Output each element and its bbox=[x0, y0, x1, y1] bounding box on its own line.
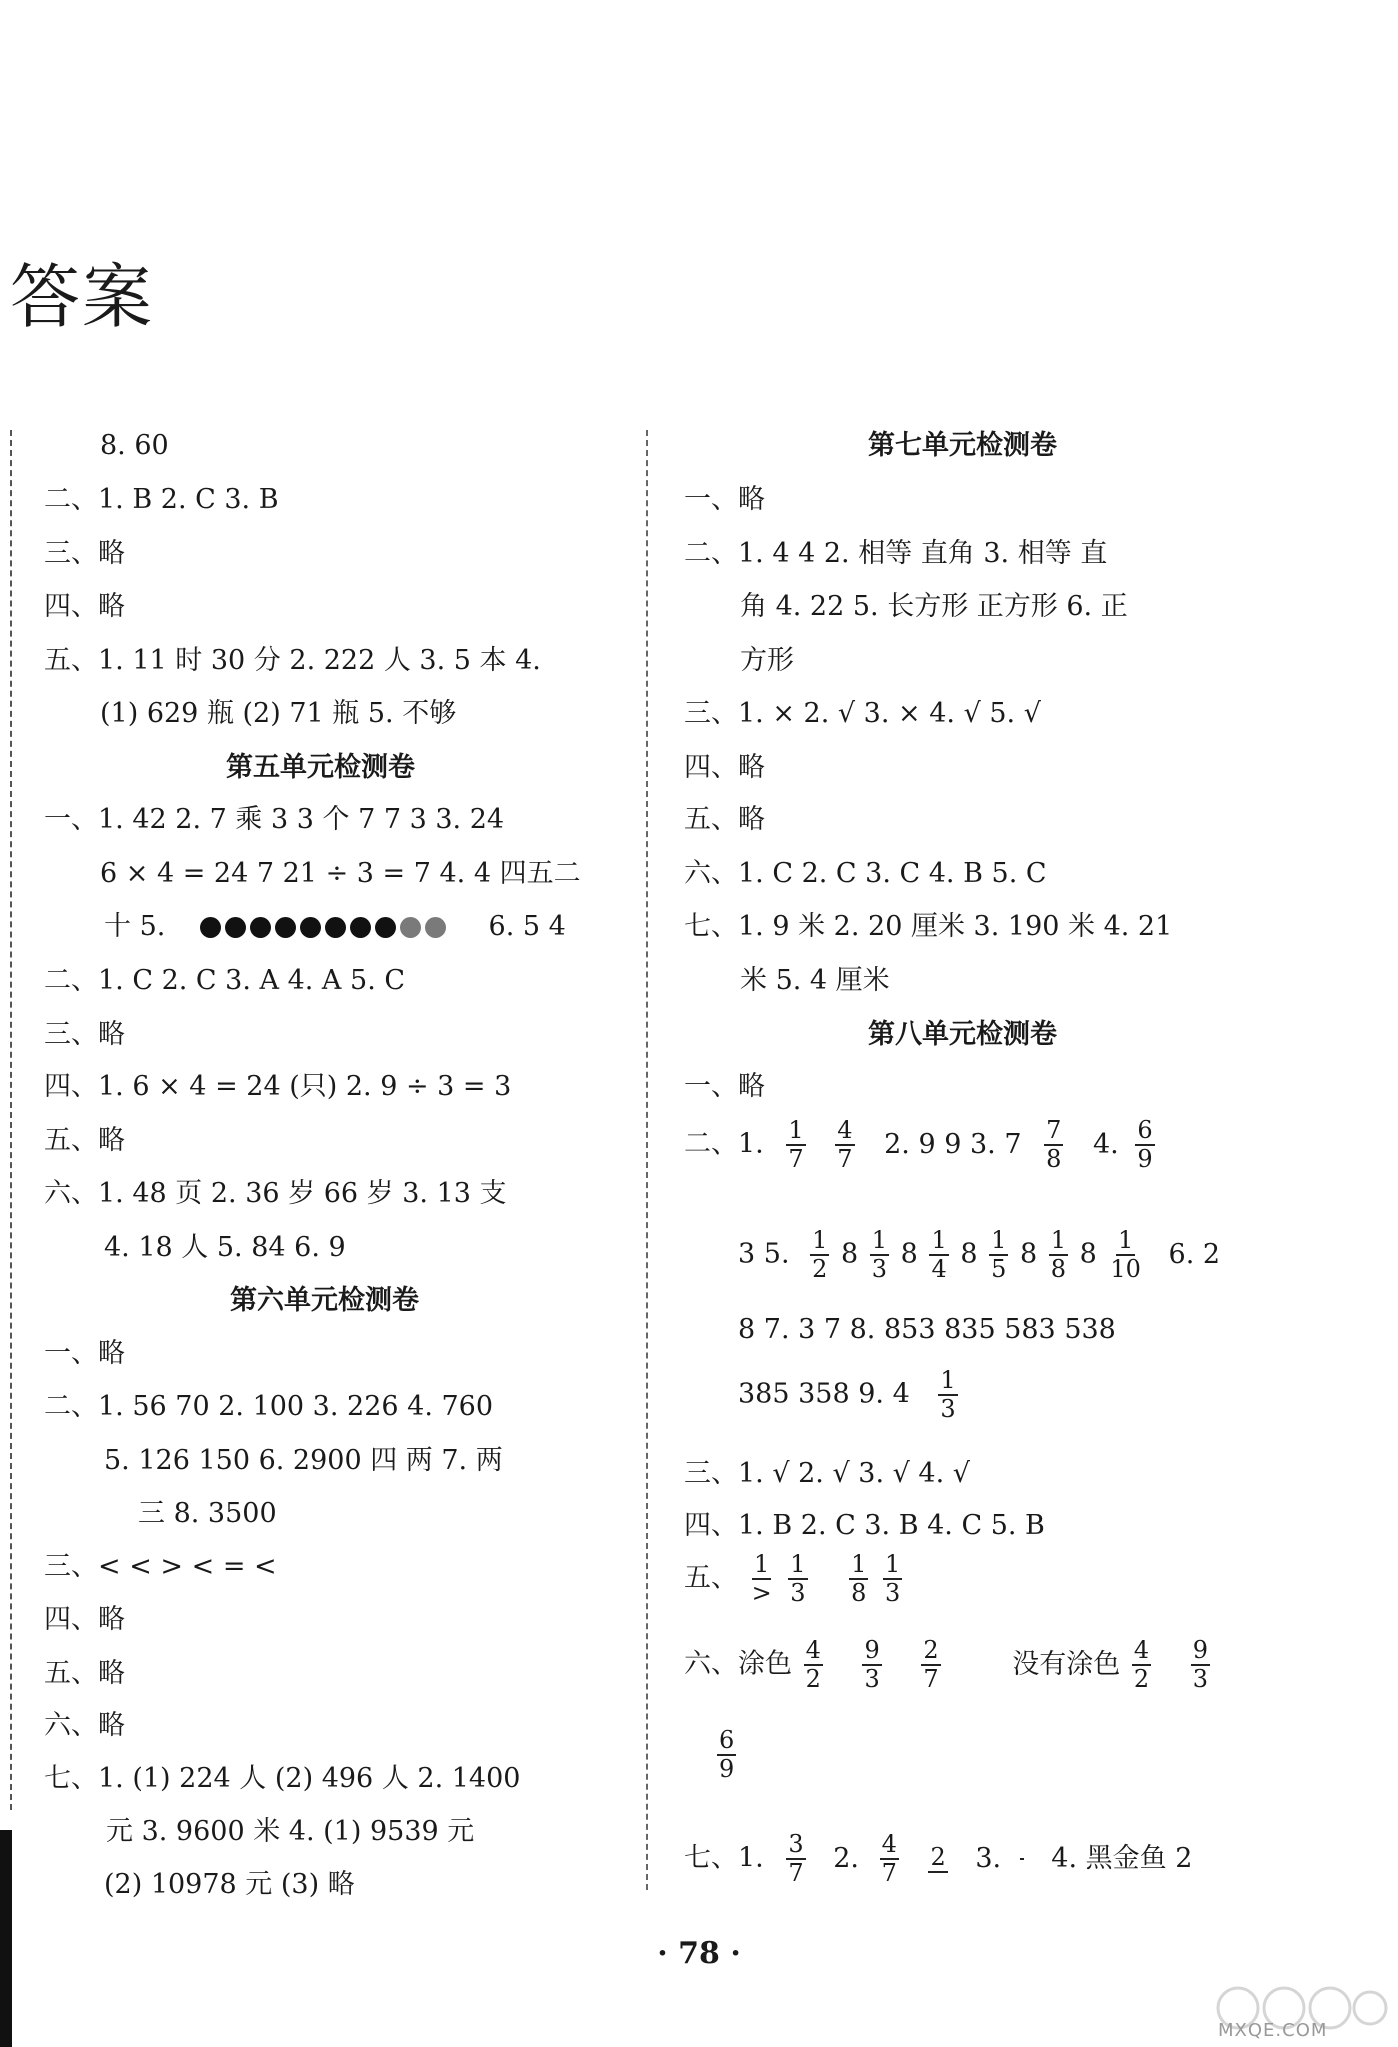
answer-line: 角 4. 22 5. 长方形 正方形 6. 正 bbox=[740, 591, 1128, 622]
answer-line: 8. 60 bbox=[100, 430, 169, 461]
comparison-sign: 8 bbox=[1079, 1238, 1097, 1270]
fraction: $\frac{1}{3}$ bbox=[790, 1550, 806, 1608]
answer-line: 六、略 bbox=[44, 1710, 125, 1741]
watermark-text: MXQE.COM bbox=[1218, 2020, 1328, 2041]
answer-text: 十 5. bbox=[104, 911, 166, 942]
answer-line: 三、1. × 2. √ 3. × 4. √ 5. √ bbox=[684, 698, 1041, 729]
dots-icon bbox=[200, 913, 450, 940]
fraction: $\frac{4}{2}$ bbox=[1133, 1636, 1150, 1694]
filled-dot-icon bbox=[225, 917, 246, 938]
answer-line bbox=[684, 1832, 1192, 1886]
answer-line: 8 7. 3 7 8. 853 835 583 538 bbox=[738, 1314, 1116, 1345]
fraction: $\frac{1}{4}$ bbox=[931, 1226, 947, 1284]
answer-text: 2. 9 9 3. 7 bbox=[884, 1128, 1022, 1160]
page-number: · 78 · bbox=[657, 1936, 741, 1971]
filled-dot-icon bbox=[325, 917, 346, 938]
answer-line: 三 8. 3500 bbox=[138, 1498, 277, 1529]
answer-text: 3. bbox=[975, 1842, 1002, 1874]
fraction: $\frac{1}{8}$ bbox=[1050, 1226, 1067, 1284]
answer-text: 6. 2 bbox=[1168, 1238, 1221, 1270]
fraction: $\frac{1}{10}$ bbox=[1110, 1226, 1141, 1284]
answer-line: 6 × 4 = 24 7 21 ÷ 3 = 7 4. 4 四五二 bbox=[100, 858, 581, 889]
answer-line: 四、略 bbox=[44, 591, 125, 622]
answer-line: 4. 18 人 5. 84 6. 9 bbox=[104, 1232, 346, 1263]
answer-text: 七、1. bbox=[684, 1842, 764, 1874]
answer-text: 没有涂色 bbox=[1012, 1648, 1121, 1680]
answer-text: 六、涂色 bbox=[684, 1648, 792, 1680]
answer-line: 一、1. 42 2. 7 乘 3 3 个 7 7 3 3. 24 bbox=[44, 804, 505, 835]
answer-line bbox=[104, 913, 566, 940]
fraction: $\frac{1}{2}$ bbox=[812, 1226, 828, 1284]
answer-line bbox=[714, 1728, 739, 1782]
answer-line: 六、1. 48 页 2. 36 岁 66 岁 3. 13 支 bbox=[44, 1178, 507, 1209]
comparison-sign: 8 bbox=[900, 1238, 918, 1270]
fraction bbox=[1020, 1857, 1024, 1861]
answer-text: 二、1. bbox=[684, 1128, 764, 1160]
filled-dot-icon bbox=[200, 917, 221, 938]
fraction: $\frac{1}{3}$ bbox=[940, 1366, 956, 1424]
answer-line: 七、1. 9 米 2. 20 厘米 3. 190 米 4. 21 bbox=[684, 911, 1173, 942]
answer-line: 四、1. B 2. C 3. B 4. C 5. B bbox=[684, 1510, 1045, 1541]
answer-line: 一、略 bbox=[44, 1338, 125, 1369]
answer-line: 二、1. B 2. C 3. B bbox=[44, 484, 279, 515]
fraction: $\frac{6}{9}$ bbox=[1137, 1116, 1153, 1174]
section-heading: 第五单元检测卷 bbox=[226, 752, 415, 783]
filled-dot-icon bbox=[350, 917, 371, 938]
section-heading: 第八单元检测卷 bbox=[868, 1019, 1057, 1050]
answer-text: 385 358 9. 4 bbox=[738, 1378, 910, 1410]
filled-dot-icon bbox=[300, 917, 321, 938]
answer-line: 五、略 bbox=[44, 1125, 125, 1156]
fraction: $\frac{7}{8}$ bbox=[1046, 1116, 1062, 1174]
filled-dot-icon bbox=[250, 917, 271, 938]
fraction: $\frac{4}{7}$ bbox=[881, 1830, 897, 1888]
answer-line: 5. 126 150 6. 2900 四 两 7. 两 bbox=[104, 1445, 503, 1476]
section-heading: 第六单元检测卷 bbox=[230, 1285, 419, 1316]
fraction: 2 bbox=[928, 1845, 947, 1874]
filled-dot-icon bbox=[375, 917, 396, 938]
answer-line: 六、1. C 2. C 3. C 4. B 5. C bbox=[684, 858, 1047, 889]
grey-dot-icon bbox=[425, 917, 446, 938]
answer-line: 二、1. C 2. C 3. A 4. A 5. C bbox=[44, 965, 406, 996]
fraction: $\frac{1}{3}$ bbox=[885, 1550, 901, 1608]
answer-line: 三、< < > < = < bbox=[44, 1551, 277, 1582]
answer-line bbox=[738, 1368, 961, 1422]
answer-line: 七、1. (1) 224 人 (2) 496 人 2. 1400 bbox=[44, 1763, 521, 1794]
left-margin-divider bbox=[10, 430, 12, 1810]
fraction: $\frac{4}{7}$ bbox=[837, 1116, 853, 1174]
fraction: $\frac{1}{3}$ bbox=[871, 1226, 888, 1284]
fraction: $\frac{1}{5}$ bbox=[991, 1226, 1007, 1284]
answer-line: 一、略 bbox=[684, 1071, 765, 1102]
fraction: $\frac{1}{>}$ bbox=[751, 1550, 772, 1608]
answer-line: 五、略 bbox=[44, 1658, 125, 1689]
answer-line: 一、略 bbox=[684, 484, 765, 515]
fraction: $\frac{1}{8}$ bbox=[851, 1550, 867, 1608]
fraction: $\frac{9}{3}$ bbox=[1192, 1636, 1208, 1694]
fraction: $\frac{3}{7}$ bbox=[788, 1830, 804, 1888]
answer-text: 4. bbox=[1092, 1128, 1119, 1160]
comparison-sign: 8 bbox=[841, 1238, 859, 1270]
answer-text: 五、 bbox=[684, 1562, 738, 1594]
answer-line: 五、1. 11 时 30 分 2. 222 人 3. 5 本 4. bbox=[44, 645, 541, 676]
answer-text: 6. 5 4 bbox=[488, 911, 566, 942]
answer-line: (1) 629 瓶 (2) 71 瓶 5. 不够 bbox=[100, 698, 457, 729]
answer-line bbox=[738, 1228, 1220, 1282]
answer-line bbox=[684, 1638, 1213, 1692]
answer-text: 2. bbox=[833, 1842, 859, 1874]
section-heading: 第七单元检测卷 bbox=[868, 430, 1057, 461]
answer-line: 元 3. 9600 米 4. (1) 9539 元 bbox=[106, 1816, 475, 1847]
answer-text: 4. 黑金鱼 2 bbox=[1051, 1842, 1193, 1874]
column-divider bbox=[646, 430, 648, 1890]
answer-line bbox=[684, 1552, 905, 1606]
answer-line bbox=[684, 1118, 1158, 1172]
answer-line: 四、略 bbox=[44, 1604, 125, 1635]
answer-line: 三、略 bbox=[44, 1019, 125, 1050]
fraction: $\frac{6}{9}$ bbox=[719, 1726, 735, 1784]
answer-line: 三、1. √ 2. √ 3. √ 4. √ bbox=[684, 1458, 970, 1489]
filled-dot-icon bbox=[275, 917, 296, 938]
answer-line: (2) 10978 元 (3) 略 bbox=[104, 1869, 355, 1900]
fraction: $\frac{4}{2}$ bbox=[805, 1636, 821, 1694]
fraction: $\frac{9}{3}$ bbox=[864, 1636, 880, 1694]
fraction: $\frac{1}{7}$ bbox=[788, 1116, 804, 1174]
comparison-sign: 8 bbox=[960, 1238, 978, 1270]
answer-line: 二、1. 56 70 2. 100 3. 226 4. 760 bbox=[44, 1391, 494, 1422]
answer-line: 四、略 bbox=[684, 752, 765, 783]
answer-text: 3 5. bbox=[738, 1238, 790, 1270]
fraction: $\frac{2}{7}$ bbox=[923, 1636, 939, 1694]
comparison-sign: 8 bbox=[1019, 1238, 1038, 1270]
page-title: 答案 bbox=[10, 256, 154, 338]
answer-line: 二、1. 4 4 2. 相等 直角 3. 相等 直 bbox=[684, 538, 1108, 569]
grey-dot-icon bbox=[400, 917, 421, 938]
answer-line: 五、略 bbox=[684, 804, 765, 835]
answer-line: 三、略 bbox=[44, 538, 125, 569]
answer-line: 方形 bbox=[740, 645, 794, 676]
answer-line: 米 5. 4 厘米 bbox=[740, 965, 890, 996]
answer-line: 四、1. 6 × 4 = 24 (只) 2. 9 ÷ 3 = 3 bbox=[44, 1071, 512, 1102]
